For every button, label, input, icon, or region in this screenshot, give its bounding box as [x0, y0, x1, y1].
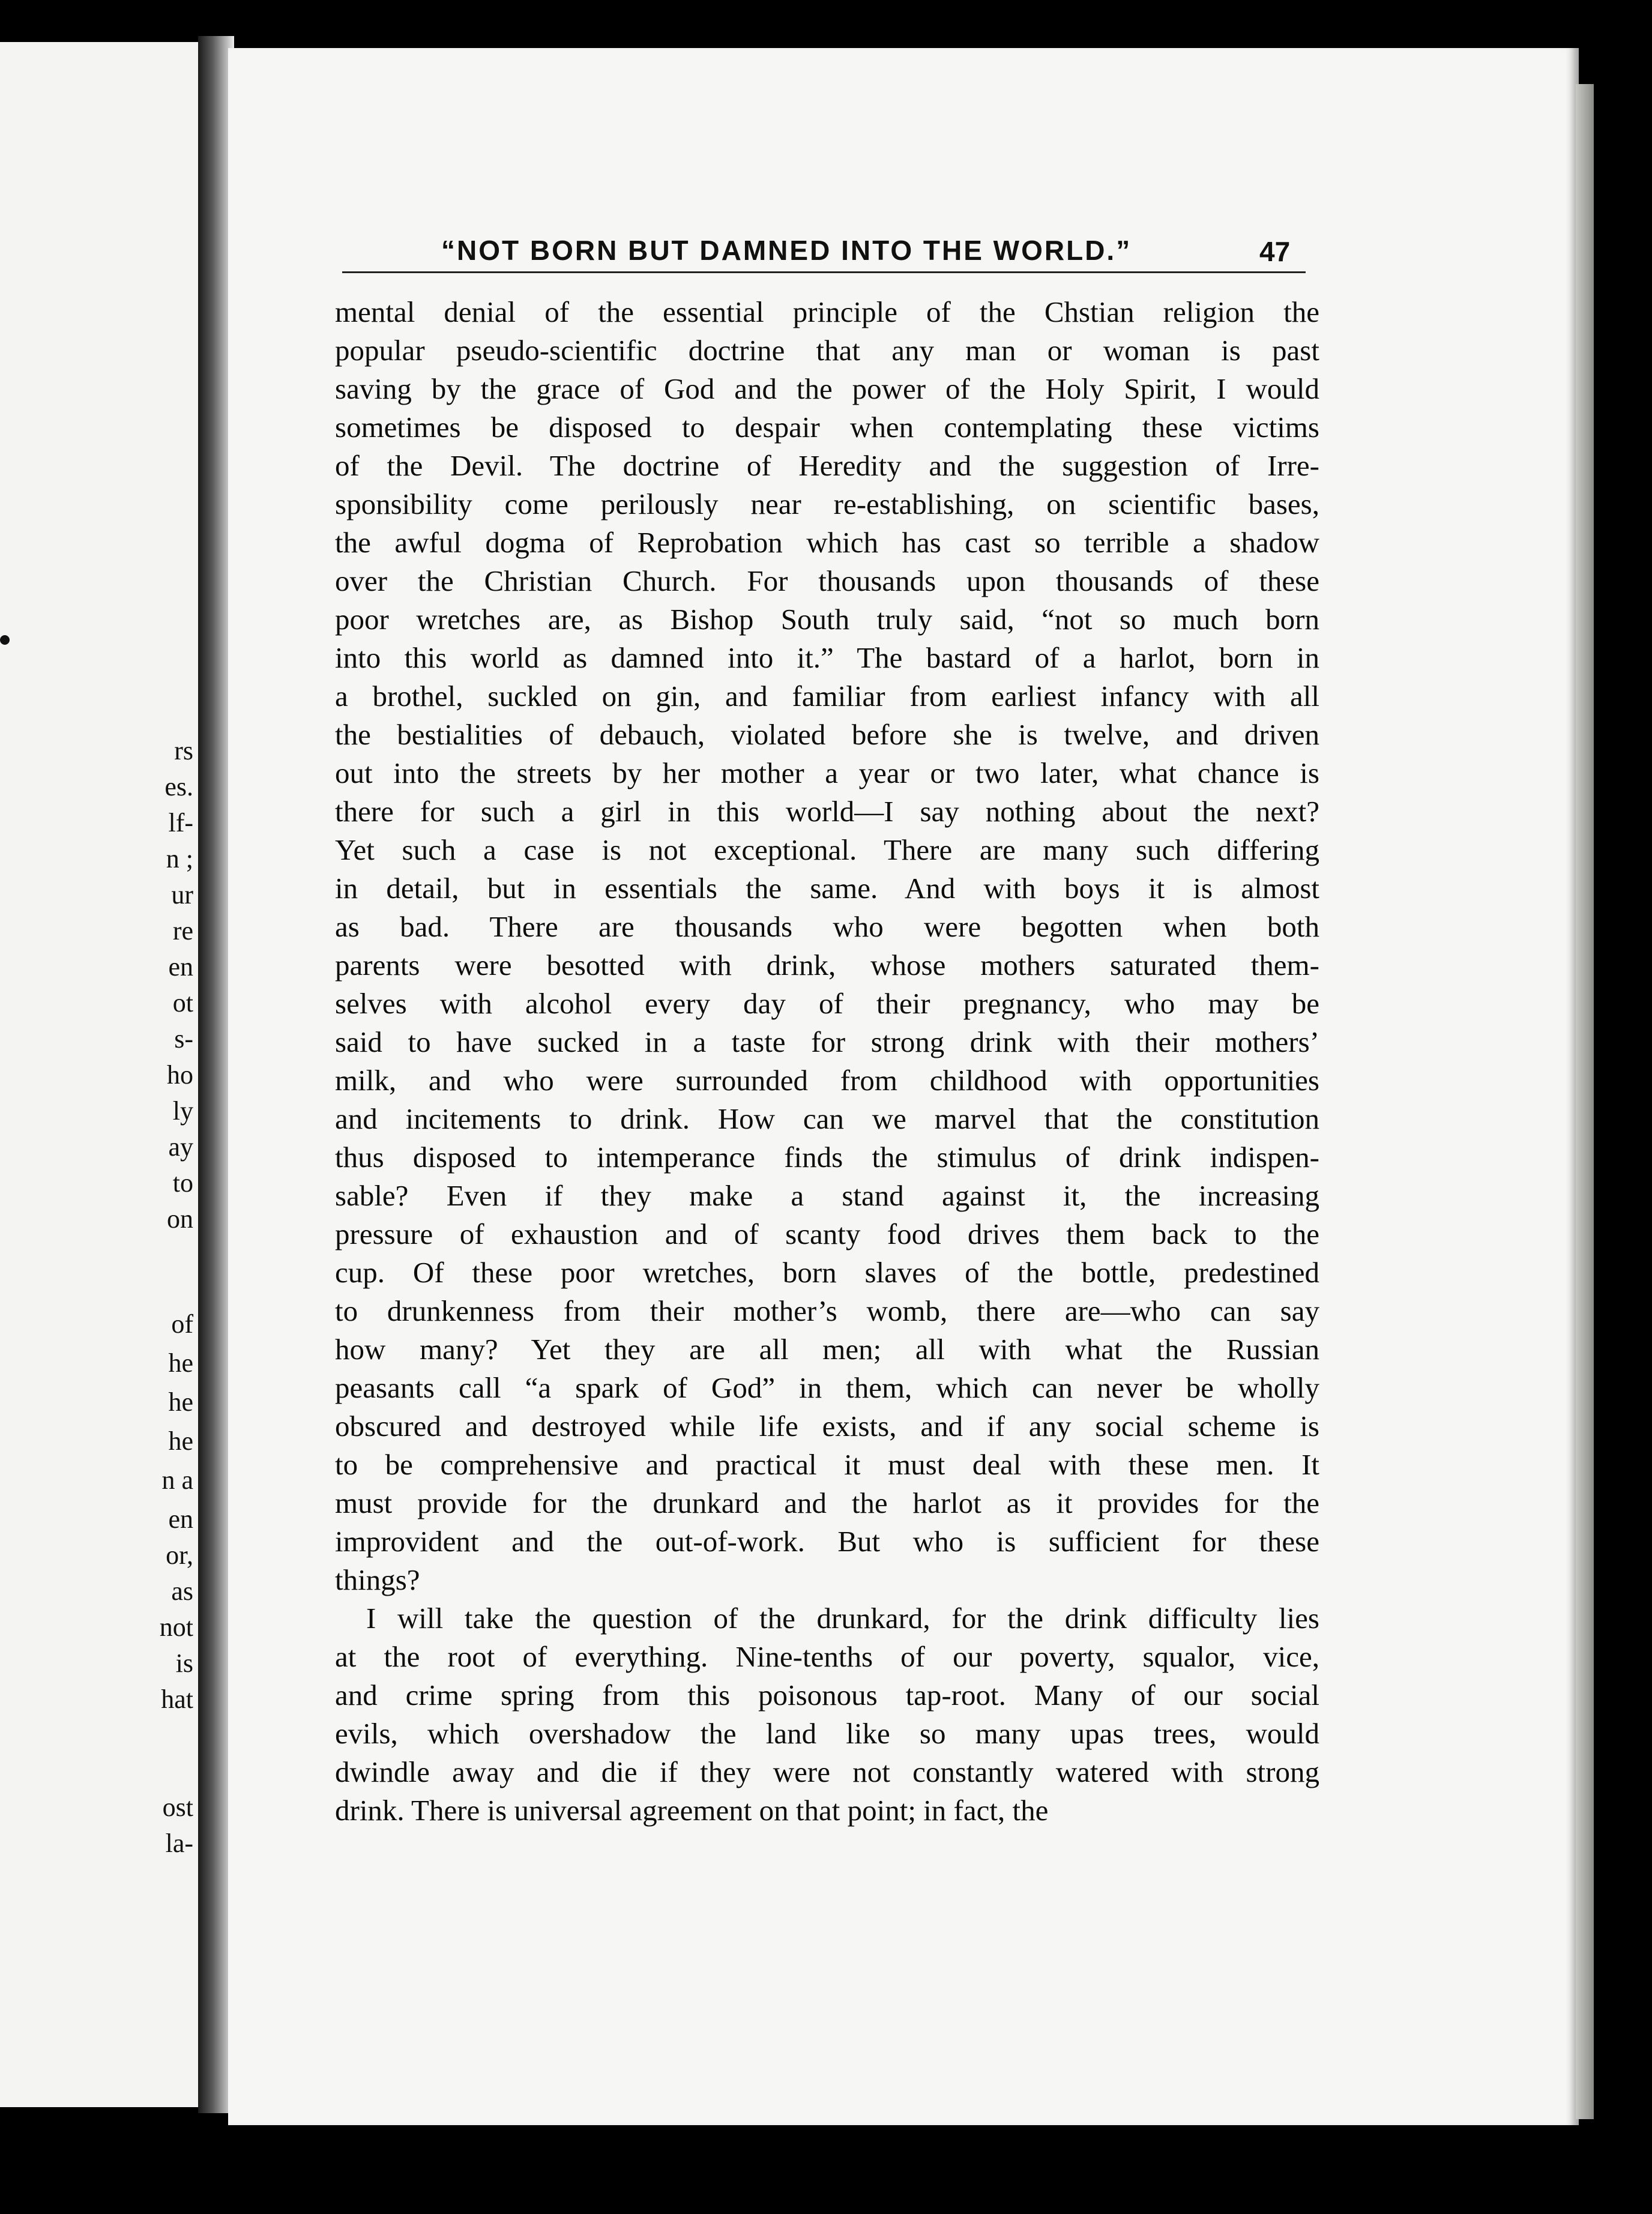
text-line: of the Devil. The doctrine of Heredity and the suggestion of Irre- [335, 449, 1319, 482]
page-edge [1576, 84, 1594, 2119]
text-line: thus disposed to intemperance finds the stimulus of drink indispen- [335, 1141, 1319, 1174]
text-line: in detail, but in essentials the same. And with boys it is almost [335, 872, 1319, 905]
text-line: pressure of exhaustion and of scanty food drives them back to the [335, 1217, 1319, 1250]
facing-page-text: he [168, 1426, 193, 1456]
text-line: there for such a girl in this world—I say nothing about the next? [335, 795, 1319, 828]
text-line: as bad. There are thousands who were begotten when both [335, 910, 1319, 943]
text-line: into this world as damned into it.” The bastard of a harlot, born in [335, 641, 1319, 674]
facing-page-text: rs [174, 736, 193, 765]
text-line: selves with alcohol every day of their pregnancy, who may be [335, 987, 1319, 1020]
facing-page-text: hat [161, 1685, 193, 1714]
text-line: obscured and destroyed while life exists, and if any social scheme is [335, 1410, 1319, 1443]
text-line: cup. Of these poor wretches, born slaves of the bottle, predestined [335, 1256, 1319, 1289]
facing-page-text: ly [172, 1096, 193, 1126]
text-line: must provide for the drunkard and the harlot as it provides for the [335, 1486, 1319, 1519]
facing-page-text: he [168, 1387, 193, 1417]
facing-page-text: not [159, 1612, 193, 1642]
facing-page-text: en [168, 952, 193, 982]
facing-page-text: as [171, 1576, 193, 1606]
text-line: popular pseudo-scientific doctrine that any man or woman is past [335, 334, 1319, 367]
facing-page-text: ot [172, 988, 193, 1018]
text-line: drink. There is universal agreement on that point; in fact, the [335, 1794, 1049, 1827]
text-line: mental denial of the essential principle of the Chstian religion the [335, 295, 1319, 328]
facing-page-text: s- [174, 1024, 193, 1054]
facing-page-text: ho [167, 1060, 193, 1090]
text-line: parents were besotted with drink, whose mothers saturated them- [335, 949, 1319, 982]
text-line: out into the streets by her mother a year or two later, what chance is [335, 756, 1319, 789]
text-line: dwindle away and die if they were not constantly watered with strong [335, 1755, 1319, 1788]
text-line: and crime spring from this poisonous tap-root. Many of our social [335, 1679, 1319, 1712]
text-line: saving by the grace of God and the power of the Holy Spirit, I would [335, 372, 1319, 405]
facing-page-text: ur [171, 880, 193, 909]
text-line: I will take the question of the drunkard, for the drink difficulty lies [366, 1602, 1319, 1635]
facing-page-fragment [0, 42, 199, 2107]
text-line: and incitements to drink. How can we marvel that the constitution [335, 1102, 1319, 1135]
facing-page-text: n ; [166, 844, 193, 873]
running-head: “NOT BORN BUT DAMNED INTO THE WORLD.” [441, 235, 1132, 266]
text-line: improvident and the out-of-work. But who is sufficient for these [335, 1525, 1319, 1558]
facing-page-text: of [171, 1309, 193, 1339]
text-line: to drunkenness from their mother’s womb, there are—who can say [335, 1294, 1319, 1327]
text-line: sometimes be disposed to despair when contemplating these victims [335, 411, 1319, 444]
bullet-mark [0, 635, 10, 645]
body-text [335, 293, 1319, 1830]
header-rule [342, 271, 1306, 273]
facing-page-text: ost [162, 1793, 193, 1822]
facing-page-text: es. [164, 772, 193, 801]
text-line: the bestialities of debauch, violated before she is twelve, and driven [335, 718, 1319, 751]
text-line: peasants call “a spark of God” in them, which can never be wholly [335, 1371, 1319, 1404]
text-line: over the Christian Church. For thousands upon thousands of these [335, 564, 1319, 597]
text-line: how many? Yet they are all men; all with what the Russian [335, 1333, 1319, 1366]
text-line: things? [335, 1563, 420, 1596]
text-line: sable? Even if they make a stand against it, the increasing [335, 1179, 1319, 1212]
facing-page-text: la- [165, 1829, 193, 1858]
facing-page-text: he [168, 1348, 193, 1378]
facing-page-text: to [172, 1168, 193, 1198]
text-line: sponsibility come perilously near re-establishing, on scientific bases, [335, 487, 1319, 520]
facing-page-text: ay [168, 1132, 193, 1162]
facing-page-text: re [172, 916, 193, 946]
text-line: said to have sucked in a taste for strong drink with their mothers’ [335, 1025, 1319, 1058]
text-line: evils, which overshadow the land like so many upas trees, would [335, 1717, 1319, 1750]
text-line: milk, and who were surrounded from childhood with opportunities [335, 1064, 1319, 1097]
text-line: a brothel, suckled on gin, and familiar from earliest infancy with all [335, 680, 1319, 713]
text-line: poor wretches are, as Bishop South truly said, “not so much born [335, 603, 1319, 636]
text-line: the awful dogma of Reprobation which has cast so terrible a shadow [335, 526, 1319, 559]
facing-page-text: or, [166, 1540, 193, 1570]
facing-page-text: on [167, 1204, 193, 1234]
text-line: at the root of everything. Nine-tenths of our poverty, squalor, vice, [335, 1640, 1319, 1673]
facing-page-text: n a [161, 1465, 193, 1495]
page-number: 47 [1259, 236, 1291, 267]
facing-page-text: lf- [168, 808, 193, 837]
text-line: Yet such a case is not exceptional. There are many such differing [335, 833, 1319, 866]
facing-page-text: en [168, 1504, 193, 1534]
facing-page-text: is [175, 1648, 193, 1678]
text-line: to be comprehensive and practical it must deal with these men. It [335, 1448, 1319, 1481]
